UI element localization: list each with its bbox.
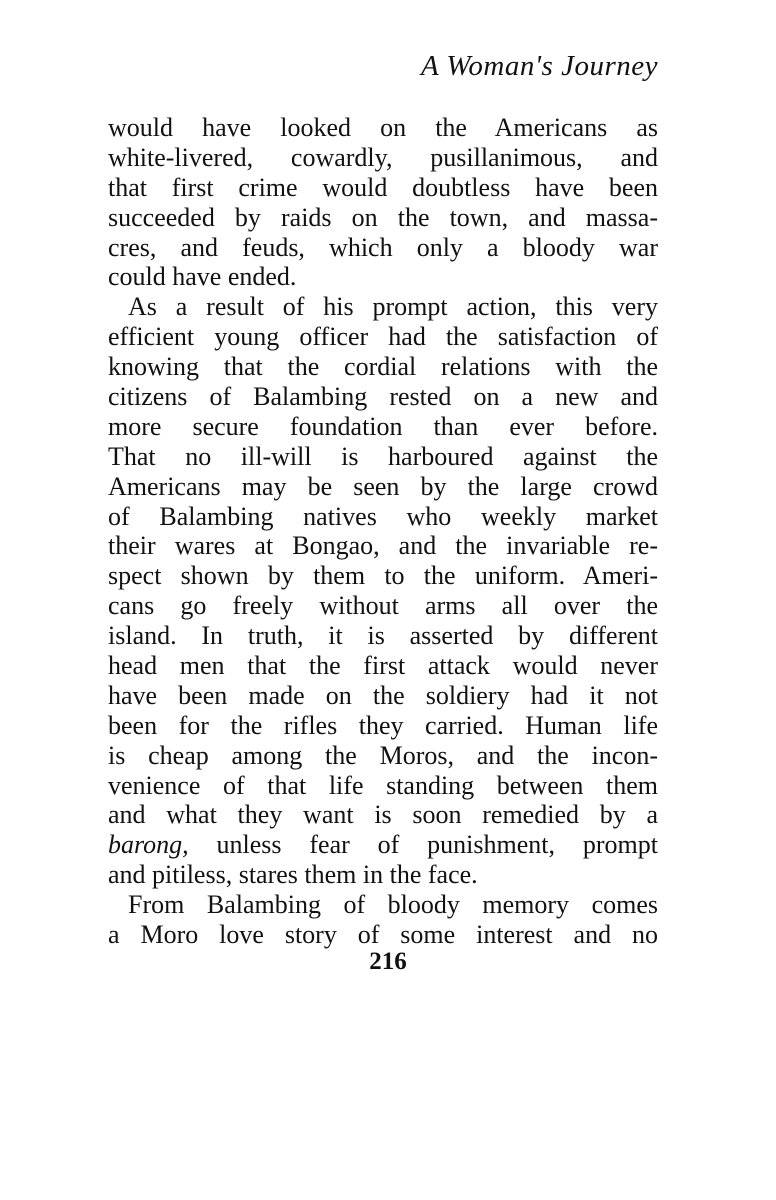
line-text: That no ill-will is harboured against the bbox=[108, 441, 658, 471]
line-text: spect shown by them to the uniform. Ameri- bbox=[108, 561, 658, 591]
text-line bbox=[108, 233, 658, 263]
text-line bbox=[108, 382, 658, 412]
body-text bbox=[108, 113, 658, 950]
line-text: more secure foundation than ever before. bbox=[108, 411, 658, 441]
line-text: cans go freely without arms all over the bbox=[108, 591, 658, 621]
text-line bbox=[108, 502, 658, 532]
line-text: knowing that the cordial relations with the bbox=[108, 352, 658, 382]
text-line bbox=[108, 890, 658, 920]
line-text: would have looked on the Americans as bbox=[108, 113, 658, 142]
line-text: Americans may be seen by the large crowd bbox=[108, 471, 658, 501]
page-number: 216 bbox=[369, 948, 407, 975]
text-line bbox=[108, 561, 658, 591]
text-line bbox=[108, 741, 658, 771]
line-text: been for the rifles they carried. Human life bbox=[108, 710, 658, 740]
text-line bbox=[108, 262, 658, 292]
line-text: that first crime would doubtless have been bbox=[108, 172, 658, 202]
text-line bbox=[108, 472, 658, 502]
text-line bbox=[108, 143, 658, 173]
text-line bbox=[108, 412, 658, 442]
text-line bbox=[108, 203, 658, 233]
line-text: of Balambing natives who weekly market bbox=[108, 501, 658, 531]
text-line bbox=[108, 711, 658, 741]
line-text: succeeded by raids on the town, and massa- bbox=[108, 202, 658, 232]
text-line bbox=[108, 681, 658, 711]
line-text: could have ended. bbox=[108, 262, 297, 292]
text-line bbox=[108, 322, 658, 352]
line-text: unless fear of punishment, prompt bbox=[188, 830, 658, 860]
line-text: head men that the first attack would never bbox=[108, 651, 658, 681]
line-text: and what they want is soon remedied by a bbox=[108, 800, 658, 830]
text-line bbox=[108, 531, 658, 561]
line-text: From Balambing of bloody memory comes bbox=[128, 890, 658, 920]
text-line bbox=[108, 621, 658, 651]
text-line bbox=[108, 830, 658, 860]
text-line bbox=[108, 442, 658, 472]
line-text: cres, and feuds, which only a bloody war bbox=[108, 232, 658, 262]
text-line bbox=[108, 173, 658, 203]
line-text: white-livered, cowardly, pusillanimous, and bbox=[108, 142, 658, 172]
text-line bbox=[108, 800, 658, 830]
line-text: citizens of Balambing rested on a new and bbox=[108, 382, 658, 412]
line-text: and pitiless, stares them in the face. bbox=[108, 860, 478, 890]
text-line bbox=[108, 591, 658, 621]
line-text: efficient young officer had the satisfaction of bbox=[108, 322, 658, 352]
text-line bbox=[108, 352, 658, 382]
line-text: is cheap among the Moros, and the incon- bbox=[108, 740, 658, 770]
text-line bbox=[108, 113, 658, 143]
line-text: a Moro love story of some interest and no bbox=[108, 920, 658, 950]
line-text: island. In truth, it is asserted by different bbox=[108, 621, 658, 651]
line-text: As a result of his prompt action, this very bbox=[128, 292, 658, 322]
italic-word: barong, bbox=[108, 830, 189, 860]
text-line bbox=[108, 292, 658, 322]
line-text: have been made on the soldiery had it not bbox=[108, 680, 658, 710]
line-text: their wares at Bongao, and the invariable re- bbox=[108, 531, 658, 561]
line-text: venience of that life standing between them bbox=[108, 770, 658, 800]
text-line bbox=[108, 651, 658, 681]
running-header: A Woman's Journey bbox=[420, 50, 658, 82]
text-line bbox=[108, 860, 658, 890]
text-line bbox=[108, 920, 658, 950]
text-line bbox=[108, 771, 658, 801]
